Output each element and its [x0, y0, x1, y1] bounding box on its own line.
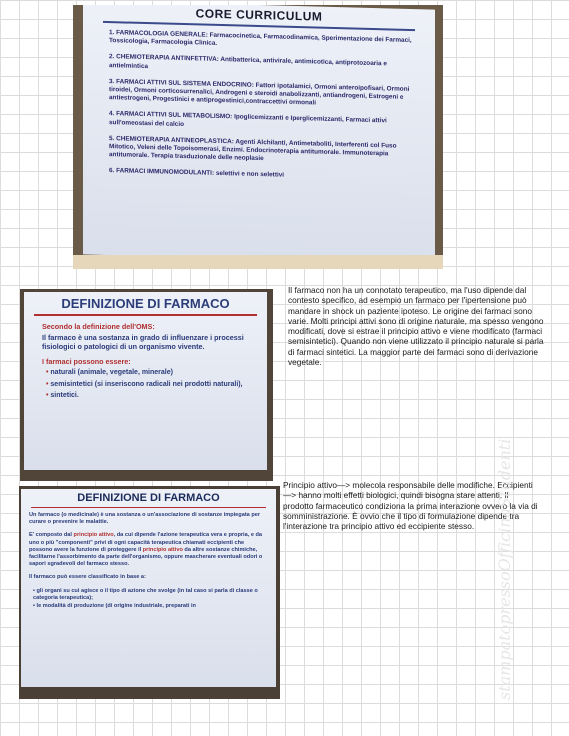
list-item: • le modalità di produzione (di origine industriale, preparati in — [33, 603, 196, 610]
slide-title: DEFINIZIONE DI FARMACO — [77, 492, 220, 504]
photo-core-curriculum — [73, 5, 443, 269]
photo-definition-oms — [20, 289, 273, 481]
curriculum-item: 2. CHEMIOTERAPIA ANTINFETTIVA: Antibatterica, antivirale, antimicotica, antiprotozoaria e antielmintica — [109, 53, 387, 70]
slide-core-curriculum — [83, 5, 435, 264]
curriculum-item: 1. FARMACOLOGIA GENERALE: Farmacocinetica, Farmacodinamica, Sperimentazione dei Farmaci, Tossicologia, Farmacologia Clinica. — [109, 29, 412, 48]
slide-title: DEFINIZIONE DI FARMACO — [61, 296, 230, 311]
note-paragraph-principio-attivo: Principio attivo—> molecola responsabile delle modifiche. Eccipienti—> hanno molti effetti biologici, quindi bisogna stare attenti. Il prodotto farmaceutico condiziona la prima interazione ovvero la via di somministrazione. È ovvio che il tipo di formulazione dipende tra l'interazione tra principio attivo ed eccipiente stesso. — [283, 480, 538, 532]
list-item: • sintetici. — [46, 392, 79, 399]
composition-text: E' composto dal principio attivo, da cui dipende l'azione terapeutica vera e propria, e da uno o più "componenti" privi di ogni capacità terapeutica chiamati eccipienti che possono avere la funzione di proteggere il principio attivo da altre sostanze chimiche, facilitarne l'assorbimento da parte dell'organismo, oppure mascherare eventuali odori o sapori sgradevoli del farmaco stesso. — [29, 532, 263, 568]
slide-title: CORE CURRICULUM — [195, 6, 323, 24]
list-item: • gli organi su cui agisce o il tipo di azione che svolge (in tal caso si parla di classe o categoria terapeutica); — [33, 587, 258, 601]
definition-text: Il farmaco è una sostanza in grado di influenzare i processi fisiologici o patologici di un organismo vivente. — [42, 333, 244, 351]
list-item: • semisintetici (si inseriscono radicali nei prodotti naturali), — [46, 380, 243, 388]
list-item: • naturali (animale, vegetale, minerale) — [46, 369, 173, 376]
desk-surface — [73, 255, 443, 269]
curriculum-item: 3. FARMACI ATTIVI SUL SISTEMA ENDOCRINO: Fattori ipotalamici, Ormoni anteroipofisari, Ormoni tiroidei, Ormoni corticosurrenalici, Androgeni e steroidi anabolizzanti, antiandrogeni, Estrogeni e antiestrogeni, Progestinici e antiprogestinici,contraccettivi ormonali — [109, 77, 410, 107]
title-rule — [34, 314, 257, 316]
curriculum-item: 4. FARMACI ATTIVI SUL METABOLISMO: Ipoglicemizzanti e Iperglicemizzanti, Farmaci attivi sull'omeostasi del calcio — [109, 110, 387, 128]
title-rule — [31, 507, 266, 508]
types-label: I farmaci possono essere: — [42, 357, 131, 366]
slide-definition-oms — [24, 292, 267, 470]
photo-definition-detail — [19, 486, 280, 699]
watermark: stampatopressoOfficinaStudenti — [495, 438, 514, 700]
oms-label: Secondo la definizione dell'OMS: — [42, 322, 155, 331]
note-paragraph-origin: Il farmaco non ha un connotato terapeutico, ma l'uso dipende dal contesto specifico, ad esempio un farmaco per l'ipertensione può mandare in shock un paziente ipoteso. Le origine dei farmaci sono varie. Molti principi attivi sono di origine naturale, ma spesso vengono modificati, dove si estrae il principio attivo e viene modificato (farmaci semisintetici). Quando non viene utilizzato il principio naturale si parla di farmaci sintetici. La maggior parte dei farmaci sono di derivazione vegetale. — [288, 285, 544, 368]
classification-label: Il farmaco può essere classificato in base a: — [29, 574, 146, 581]
curriculum-item: 5. CHEMIOTERAPIA ANTINEOPLASTICA: Agenti Alchilanti, Antimetaboliti, Interferenti col Fuso Mitotico, Veleni delle Topoisomerasi, Enzimi. Endocrinoterapia antitumorale. Immunoterapia antitumorale. Terapia trasduzionale delle neoplasie — [109, 134, 397, 163]
slide-definition-detail — [21, 489, 276, 687]
intro-text: Un farmaco (o medicinale) è una sostanza o un'associazione di sostanze impiegata per curare o prevenire le malattie. — [29, 512, 261, 526]
curriculum-item: 6. FARMACI IMMUNOMODULANTI: selettivi e non selettivi — [109, 167, 285, 180]
categoria-terapeutica-link: categoria terapeutica — [33, 594, 90, 601]
